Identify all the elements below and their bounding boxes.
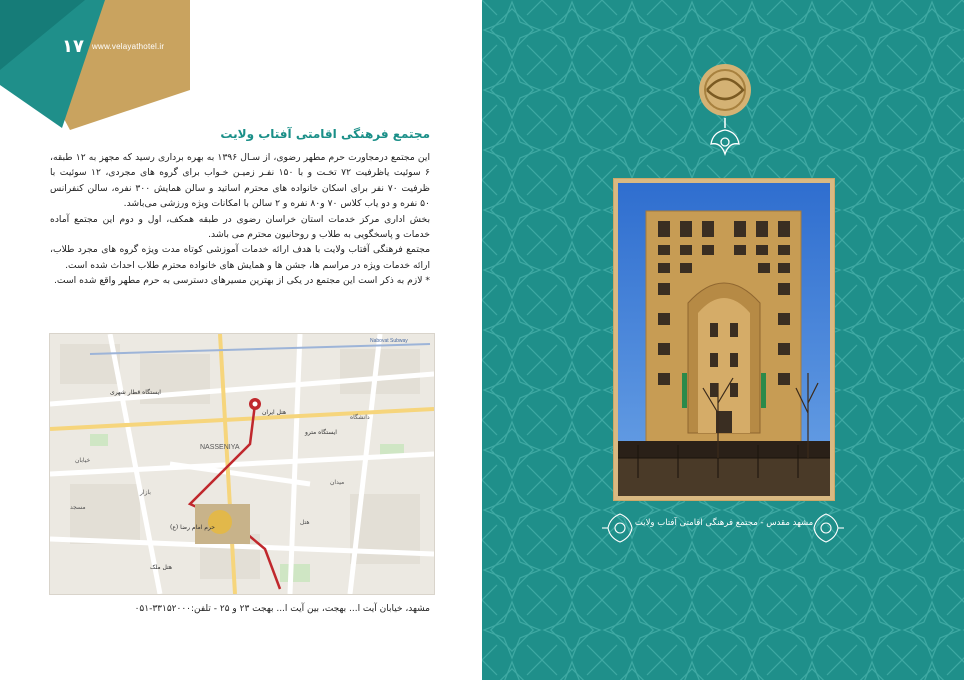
photo-caption: مشهد مقدس - مجتمع فرهنگی اقامتی آفتاب ولایت — [634, 518, 814, 528]
map-label-place1: میدان — [330, 479, 345, 486]
paragraph-3: مجتمع فرهنگی آفتاب ولایت با هدف ارائه خدمات آموزشی کوتاه مدت ویژه گروه های مجرد طلاب، ارائه خدمات ویژه در مراسم ها، جشن ها و همایش های خانواده محترم طلاب احداث شده است. — [50, 244, 430, 271]
map-graphic — [50, 334, 434, 594]
right-page — [482, 0, 964, 680]
paragraph-4: * لازم به ذکر است این مجتمع در یکی از بهترین مسیرهای دسترسی به حرم مطهر واقع شده است. — [54, 275, 430, 287]
map-label-subway: Nabovat Subway — [370, 338, 408, 344]
map-label-hotel: هتل ایران — [262, 409, 287, 416]
map-label-place5: دانشگاه — [350, 414, 370, 421]
location-map[interactable] — [49, 333, 435, 595]
map-label-neighborhood: NASSENIYA — [200, 444, 240, 451]
page-number: ۱۷ — [62, 36, 84, 57]
left-ornament-icon — [602, 510, 638, 546]
paragraph-1: این مجتمع درمجاورت حرم مطهر رضوی، از سـال ۱۳۹۶ به بهره برداری رسید که مجهز به ۱۲ طبقه، ۶ سوئیت یاظرفیت ۷۲ تخـت و با ۱۵۰ نفـر زمیـن خـواب برای گروه های مجردی، ۱۲ سوئیت با ظرفیت ۷۰ نفر برای اسکان خانواده های محترم اساتید و سالن همایش ۳۰۰ نفره، سالن کنفرانس ۵۰ نفره و دو یاب کلاس ۷۰ و۸۰ نفره و ۲ سالن با امکانات ویژه ورزشی می‌باشد. — [50, 152, 430, 210]
right-ornament-icon — [808, 510, 844, 546]
map-label-station2: ایستگاه مترو — [305, 429, 337, 436]
map-label-shrine: حرم امام رضا (ع) — [170, 524, 215, 531]
address-line: مشهد، خیابان آیت ا... بهجت، بین آیت ا... بهجت ۲۳ و ۲۵ - تلفن:۳۳۱۵۲۰۰۰-۰۵۱ — [134, 604, 430, 614]
velayat-logo-icon — [685, 58, 765, 168]
photo-frame — [613, 178, 835, 501]
map-label-street1: خیابان — [75, 457, 91, 464]
map-label-hotel2: هتل ملک — [150, 564, 172, 571]
website-link[interactable]: www.velayathotel.ir — [92, 42, 165, 51]
corner-triangles — [0, 0, 200, 140]
article-body — [50, 150, 430, 289]
article-title: مجتمع فرهنگی اقامتی آفتاب ولایت — [220, 127, 430, 141]
map-label-place4: مسجد — [70, 504, 86, 511]
map-label-place3: هتل — [300, 519, 310, 526]
building-photo — [618, 183, 830, 496]
map-label-station1: ایستگاه قطار شهری — [110, 389, 161, 396]
paragraph-2: بخش اداری مرکز خدمات استان خراسان رضوی در طبقه همکف، اول و دوم این مجتمع آماده خدمات و پاسخگویی به طلاب و روحانیون محترم می باشد. — [50, 213, 430, 241]
map-label-place2: بازار — [140, 489, 151, 496]
